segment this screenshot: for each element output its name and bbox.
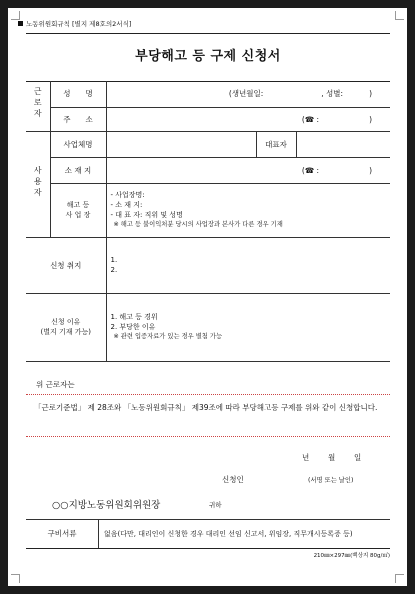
applicant-line: 신청인 (서명 또는 날인) bbox=[222, 475, 354, 484]
location-label: 소 재 지 bbox=[50, 157, 106, 183]
dismissal-workplace-row bbox=[26, 183, 390, 237]
purpose-field[interactable]: 1. 2. bbox=[106, 237, 390, 293]
name-label: 성 명 bbox=[50, 81, 106, 107]
employer-side-label: 사용자 bbox=[26, 131, 50, 237]
dismissal-workplace-label: 해고 등 사 업 장 bbox=[50, 183, 106, 237]
dismissal-workplace-field[interactable]: - 사업장명: - 소 재 지: - 대 표 자: 직위 및 성명 ※ 해고 등 불이익처분 당시의 사업장과 본사가 다른 경우 기재 bbox=[106, 183, 390, 237]
name-field[interactable]: (생년월일: , 성별: ) bbox=[106, 81, 390, 107]
business-name-label: 사업체명 bbox=[50, 131, 106, 157]
purpose-label: 신청 취지 bbox=[26, 237, 106, 293]
crop-mark bbox=[395, 11, 404, 20]
worker-name-row bbox=[26, 81, 390, 107]
square-bullet-icon bbox=[18, 21, 23, 26]
date-line: 년 월 일 bbox=[302, 453, 362, 462]
address-field[interactable]: (☎ : ) bbox=[106, 107, 390, 131]
statement-text: 「근로기준법」 제 28조와 「노동위원회규칙」 제39조에 따라 부당해고등 구제를 위와 같이 신청합니다. bbox=[34, 403, 378, 412]
page-title: 부당해고 등 구제 신청서 bbox=[26, 33, 390, 82]
business-name-field[interactable] bbox=[106, 131, 256, 157]
employer-location-row bbox=[26, 157, 390, 183]
purpose-row bbox=[26, 237, 390, 293]
worker-address-row bbox=[26, 107, 390, 131]
reason-field[interactable]: 1. 해고 등 경위 2. 부당한 이유 ※ 관련 입증자료가 있는 경우 별첨 가능 bbox=[106, 293, 390, 361]
representative-field[interactable] bbox=[296, 131, 390, 157]
attachments-row bbox=[26, 519, 390, 549]
representative-label: 대표자 bbox=[256, 131, 296, 157]
attachments-label: 구비서류 bbox=[26, 520, 99, 548]
form-number: 노동위원회규칙 [별지 제8호의2서식] bbox=[18, 19, 131, 28]
location-field[interactable]: (☎ : ) bbox=[106, 157, 390, 183]
reason-label: 신청 이유 (별지 기재 가능) bbox=[26, 293, 106, 361]
crop-mark bbox=[395, 574, 404, 583]
employer-business-row bbox=[26, 131, 390, 157]
application-form bbox=[26, 81, 390, 362]
crop-mark bbox=[11, 574, 20, 583]
address-label: 주 소 bbox=[50, 107, 106, 131]
worker-side-label: 근로자 bbox=[26, 81, 50, 131]
reason-row bbox=[26, 293, 390, 361]
attachments-text: 없음(다만, 대리인이 신청한 경우 대리인 선임 신고서, 위임장, 직무개시등록증 등) bbox=[104, 530, 353, 538]
worker-heading: 위 근로자는 bbox=[36, 380, 75, 389]
paper-spec: 210㎜×297㎜(백상지 80g/㎡) bbox=[313, 553, 390, 559]
addressee-line: ○○지방노동위원회위원장 귀하 bbox=[52, 500, 222, 511]
